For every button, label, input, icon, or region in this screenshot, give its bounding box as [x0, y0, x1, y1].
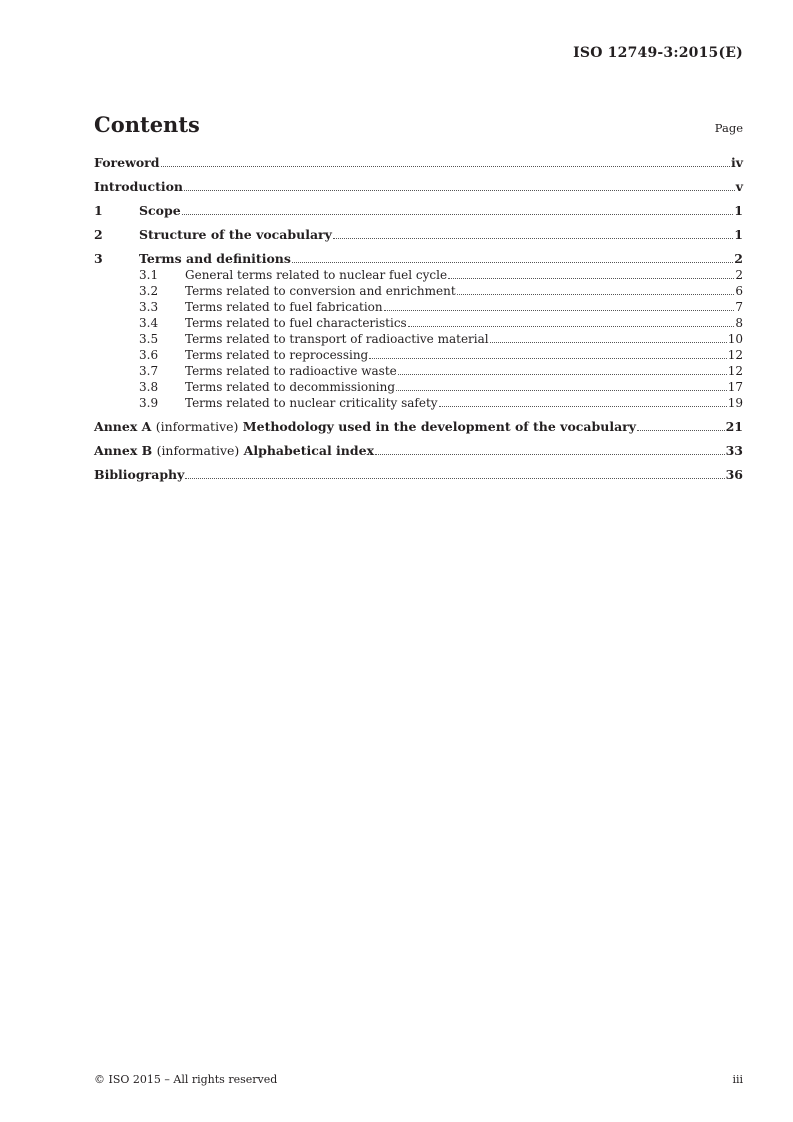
toc-subentry-number: 3.1	[139, 268, 159, 282]
toc-subentry[interactable]	[94, 267, 743, 283]
toc-subentry[interactable]	[94, 331, 743, 347]
dot-leader	[161, 166, 730, 167]
dot-leader	[637, 430, 725, 431]
table-of-contents	[94, 155, 743, 491]
toc-entry-bibliography[interactable]	[94, 467, 743, 483]
toc-entry-page: 1	[734, 227, 743, 242]
toc-entry-label	[94, 419, 636, 435]
toc-subentry-number: 3.9	[139, 396, 159, 410]
dot-leader	[457, 294, 735, 295]
toc-subentries	[94, 267, 743, 411]
toc-subentry[interactable]	[94, 283, 743, 299]
toc-entry-label	[94, 443, 374, 459]
toc-subentry[interactable]	[94, 395, 743, 411]
dot-leader	[369, 358, 726, 359]
toc-subentry-number: 3.6	[139, 348, 159, 362]
annex-title: Alphabetical index	[243, 443, 375, 458]
toc-subentry-number: 3.2	[139, 284, 159, 298]
annex-note: (informative)	[155, 419, 239, 434]
toc-entry-number: 3	[94, 251, 103, 266]
annex-prefix: Annex A	[94, 419, 152, 434]
toc-entry-page: 36	[725, 467, 743, 482]
contents-title-row	[94, 112, 743, 137]
toc-subentry-number: 3.4	[139, 316, 159, 330]
toc-entry-label: Scope	[139, 203, 181, 218]
toc-subentry-label: Terms related to reprocessing	[185, 348, 369, 362]
toc-subentry-number: 3.3	[139, 300, 159, 314]
toc-entry-scope[interactable]	[94, 203, 743, 219]
dot-leader	[398, 374, 727, 375]
dot-leader	[490, 342, 727, 343]
toc-subentry-label: Terms related to decommissioning	[185, 380, 396, 394]
dot-leader	[185, 478, 724, 479]
toc-entry-label: Bibliography	[94, 467, 185, 482]
copyright-notice: © ISO 2015 – All rights reserved	[94, 1073, 278, 1086]
toc-entry-page: 33	[725, 443, 743, 458]
toc-subentry-page: 19	[727, 396, 743, 410]
toc-subentry-label: Terms related to nuclear criticality safety	[185, 396, 438, 410]
toc-subentry-label: Terms related to radioactive waste	[185, 364, 397, 378]
toc-subentry-page: 2	[735, 268, 743, 282]
toc-subentry-page: 8	[735, 316, 743, 330]
toc-subentry-label: Terms related to fuel characteristics	[185, 316, 407, 330]
document-id: ISO 12749-3:2015(E)	[573, 45, 743, 61]
dot-leader	[439, 406, 727, 407]
toc-subentry-number: 3.7	[139, 364, 159, 378]
dot-leader	[448, 278, 734, 279]
toc-subentry-page: 7	[735, 300, 743, 314]
toc-entry-number: 2	[94, 227, 103, 242]
dot-leader	[408, 326, 735, 327]
dot-leader	[333, 238, 733, 239]
toc-entry-foreword[interactable]	[94, 155, 743, 171]
toc-entry-number: 1	[94, 203, 103, 218]
toc-entry-page: iv	[730, 155, 743, 170]
annex-title: Methodology used in the development of the vocabulary	[242, 419, 637, 434]
annex-note: (informative)	[156, 443, 240, 458]
dot-leader	[384, 310, 735, 311]
toc-entry-annex-a[interactable]	[94, 419, 743, 435]
toc-subentry-number: 3.5	[139, 332, 159, 346]
dot-leader	[182, 214, 734, 215]
toc-subentry[interactable]	[94, 347, 743, 363]
dot-leader	[292, 262, 733, 263]
toc-entry-label: Introduction	[94, 179, 184, 194]
toc-subentry-number: 3.8	[139, 380, 159, 394]
page-column-label: Page	[714, 121, 743, 135]
toc-entry-annex-b[interactable]	[94, 443, 743, 459]
toc-entry-page: 21	[725, 419, 743, 434]
toc-subentry-page: 12	[727, 348, 743, 362]
page-footer	[94, 1073, 743, 1086]
toc-entry-label: Foreword	[94, 155, 160, 170]
toc-entry-page: 2	[734, 251, 743, 266]
toc-subentry-page: 17	[727, 380, 743, 394]
toc-subentry-page: 12	[727, 364, 743, 378]
toc-subentry-label: General terms related to nuclear fuel cycle	[185, 268, 448, 282]
toc-subentry-label: Terms related to conversion and enrichment	[185, 284, 456, 298]
toc-subentry-page: 10	[727, 332, 743, 346]
toc-entry-page: v	[735, 179, 743, 194]
toc-entry-label: Terms and definitions	[139, 251, 291, 266]
toc-subentry-label: Terms related to fuel fabrication	[185, 300, 383, 314]
dot-leader	[396, 390, 727, 391]
toc-entry-structure[interactable]	[94, 227, 743, 243]
toc-entry-page: 1	[734, 203, 743, 218]
page-number: iii	[732, 1073, 743, 1086]
annex-prefix: Annex B	[94, 443, 153, 458]
toc-subentry[interactable]	[94, 299, 743, 315]
toc-entry-introduction[interactable]	[94, 179, 743, 195]
toc-subentry[interactable]	[94, 379, 743, 395]
toc-subentry[interactable]	[94, 315, 743, 331]
dot-leader	[375, 454, 725, 455]
toc-subentry-label: Terms related to transport of radioactive material	[185, 332, 489, 346]
dot-leader	[184, 190, 735, 191]
toc-subentry[interactable]	[94, 363, 743, 379]
toc-entry-label: Structure of the vocabulary	[139, 227, 332, 242]
page-title: Contents	[94, 112, 200, 137]
toc-subentry-page: 6	[735, 284, 743, 298]
toc-entry-terms-definitions[interactable]	[94, 251, 743, 267]
